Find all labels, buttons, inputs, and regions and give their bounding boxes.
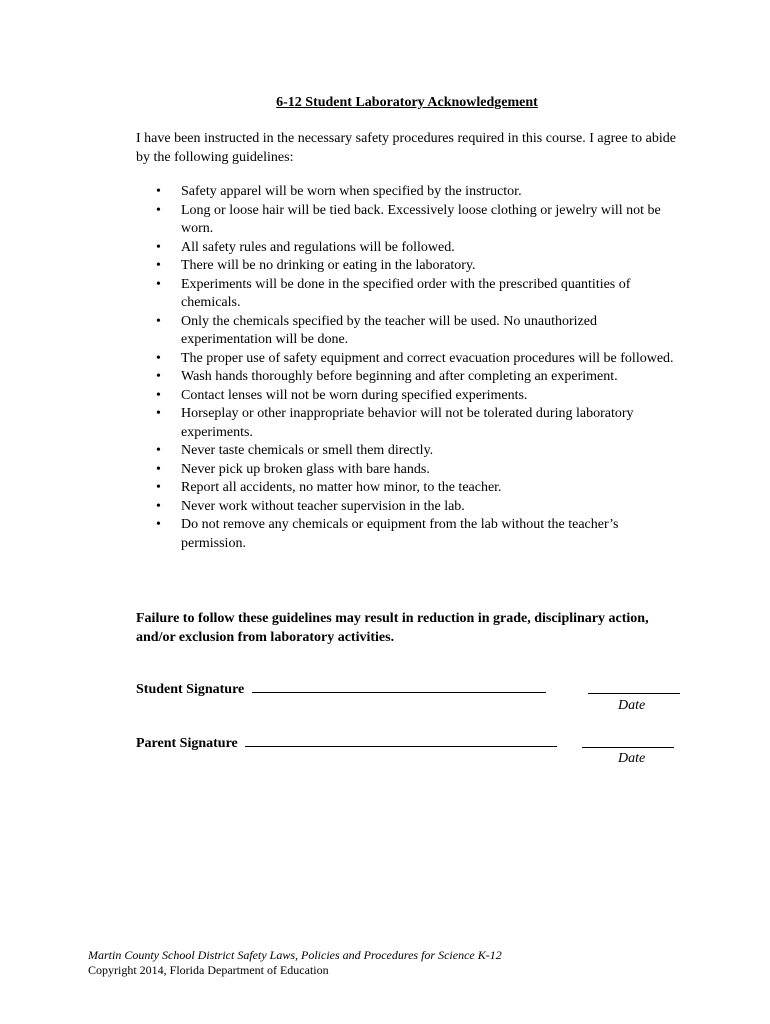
document-footer: [88, 948, 688, 978]
list-item: [136, 368, 676, 387]
document-title: 6-12 Student Laboratory Acknowledgement: [276, 95, 538, 110]
student-date-label: Date: [618, 698, 646, 713]
list-item-text: Safety apparel will be worn when specified by the instructor.: [181, 184, 522, 199]
list-item-text: Never pick up broken glass with bare hands.: [181, 461, 430, 477]
list-item: [136, 479, 676, 498]
bullet-dot-icon: •: [156, 461, 161, 477]
list-item-text: Never work without teacher supervision in the lab.: [181, 498, 465, 514]
list-item-text: Never taste chemicals or smell them directly.: [181, 443, 434, 458]
list-item-text: The proper use of safety equipment and correct evacuation procedures will be followed.: [181, 350, 674, 366]
bullet-dot-icon: •: [156, 387, 161, 403]
bullet-dot-icon: •: [156, 258, 161, 273]
list-item: [136, 276, 676, 313]
bullet-dot-icon: •: [156, 406, 161, 421]
parent-signature-label: Parent Signature: [136, 736, 238, 751]
student-signature-label: Student Signature: [136, 682, 245, 697]
bullet-dot-icon: •: [156, 498, 161, 514]
list-item-text: Contact lenses will not be worn during specified experiments.: [181, 387, 528, 403]
bullet-dot-icon: •: [156, 276, 161, 292]
list-item-text: All safety rules and regulations will be followed.: [181, 239, 455, 255]
parent-signature-line[interactable]: [245, 732, 557, 747]
list-item: [136, 239, 676, 258]
footer-source: Martin County School District Safety Laws, Policies and Procedures for Science K-12: [88, 948, 502, 962]
list-item: [136, 387, 676, 406]
list-item: [136, 516, 676, 553]
parent-date-label: Date: [618, 751, 646, 766]
list-item-text: Long or loose hair will be tied back. Excessively loose clothing or jewelry will not be worn.: [181, 202, 661, 236]
list-item-text: Do not remove any chemicals or equipment from the lab without the teacher’s permission.: [181, 517, 619, 551]
bullet-dot-icon: •: [156, 517, 161, 532]
list-item: [136, 442, 676, 461]
bullet-dot-icon: •: [156, 369, 161, 384]
list-item-text: Experiments will be done in the specified order with the prescribed quantities of chemicals.: [181, 276, 631, 310]
intro-paragraph: I have been instructed in the necessary safety procedures required in this course. I agree to abide by the following guidelines:: [136, 131, 676, 165]
list-item: [136, 257, 676, 276]
bullet-dot-icon: •: [156, 480, 161, 495]
bullet-dot-icon: •: [156, 202, 161, 218]
student-date-line[interactable]: [588, 692, 680, 694]
list-item: [136, 405, 676, 442]
list-item-text: Only the chemicals specified by the teacher will be used. No unauthorized experimentation will be done.: [181, 313, 597, 347]
list-item: [136, 313, 676, 350]
bullet-dot-icon: •: [156, 313, 161, 329]
bullet-dot-icon: •: [156, 443, 161, 458]
list-item: [136, 202, 676, 239]
list-item-text: Wash hands thoroughly before beginning and after completing an experiment.: [181, 369, 618, 384]
parent-signature-row: [136, 732, 557, 753]
list-item: [136, 350, 676, 369]
footer-copyright: Copyright 2014, Florida Department of Education: [88, 963, 329, 977]
list-item: [136, 461, 676, 480]
guidelines-list: [136, 183, 676, 553]
list-item-text: Horseplay or other inappropriate behavior will not be tolerated during laboratory experiments.: [181, 406, 634, 440]
student-signature-line[interactable]: [252, 678, 546, 693]
bullet-dot-icon: •: [156, 184, 161, 199]
list-item-text: There will be no drinking or eating in the laboratory.: [181, 258, 476, 273]
bullet-dot-icon: •: [156, 239, 161, 255]
list-item-text: Report all accidents, no matter how minor, to the teacher.: [181, 480, 502, 495]
student-signature-row: [136, 678, 546, 699]
list-item: [136, 183, 676, 202]
list-item: [136, 498, 676, 517]
parent-date-line[interactable]: [582, 746, 674, 748]
bullet-dot-icon: •: [156, 350, 161, 366]
warning-paragraph: Failure to follow these guidelines may result in reduction in grade, disciplinary action, and/or exclusion from laboratory activities.: [136, 611, 649, 645]
